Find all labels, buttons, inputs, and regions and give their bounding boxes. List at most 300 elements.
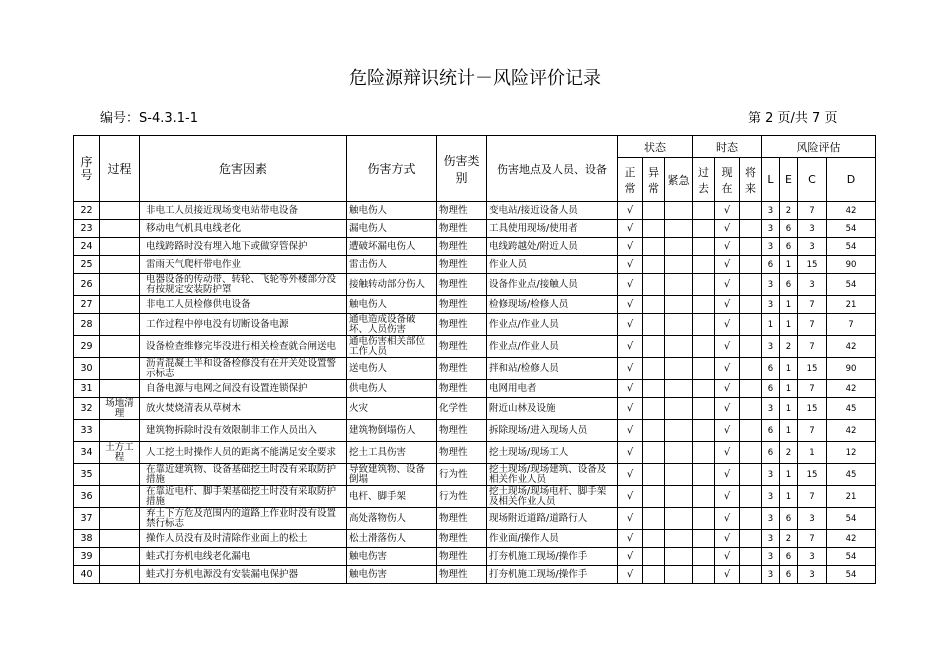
row-state-abnormal bbox=[643, 380, 665, 398]
row-number: 36 bbox=[74, 486, 100, 508]
row-number: 39 bbox=[74, 548, 100, 566]
row-C: 7 bbox=[798, 420, 827, 442]
row-number: 28 bbox=[74, 314, 100, 336]
row-D: 45 bbox=[827, 398, 876, 420]
row-tense-past bbox=[693, 380, 715, 398]
row-D: 42 bbox=[827, 336, 876, 358]
row-hazard: 操作人员没有及时清除作业面上的松土 bbox=[140, 530, 347, 548]
row-C: 7 bbox=[798, 336, 827, 358]
row-D: 45 bbox=[827, 464, 876, 486]
risk-assessment-table bbox=[73, 135, 876, 584]
row-injury: 高处落物伤人 bbox=[347, 508, 437, 530]
row-L: 6 bbox=[762, 256, 780, 274]
row-D: 42 bbox=[827, 530, 876, 548]
row-category: 物理性 bbox=[437, 548, 487, 566]
row-tense-present: √ bbox=[715, 442, 740, 464]
row-location: 检修现场/检修人员 bbox=[487, 296, 618, 314]
row-state-emergency bbox=[665, 398, 693, 420]
table-row bbox=[74, 274, 876, 296]
row-injury: 电杆、脚手架 bbox=[347, 486, 437, 508]
header-process: 过程 bbox=[100, 136, 140, 202]
row-state-normal: √ bbox=[618, 358, 643, 380]
row-L: 3 bbox=[762, 274, 780, 296]
row-location: 作业人员 bbox=[487, 256, 618, 274]
row-injury: 导致建筑物、设备倒塌 bbox=[347, 464, 437, 486]
row-location: 设备作业点/接触人员 bbox=[487, 274, 618, 296]
row-E: 2 bbox=[780, 202, 798, 220]
row-C: 3 bbox=[798, 274, 827, 296]
row-tense-past bbox=[693, 358, 715, 380]
row-process bbox=[100, 256, 140, 274]
row-hazard: 人工挖土时操作人员的距离不能满足安全要求 bbox=[140, 442, 347, 464]
row-location: 电网用电者 bbox=[487, 380, 618, 398]
row-tense-future bbox=[740, 296, 762, 314]
row-tense-present: √ bbox=[715, 358, 740, 380]
row-process: 土方工程 bbox=[100, 442, 140, 464]
row-hazard: 移动电气机具电线老化 bbox=[140, 220, 347, 238]
row-D: 54 bbox=[827, 548, 876, 566]
row-hazard: 沥青混凝土半和设备检修没有在开关处设置警示标志 bbox=[140, 358, 347, 380]
header-category: 伤害类别 bbox=[437, 136, 487, 202]
row-tense-present: √ bbox=[715, 566, 740, 584]
row-state-abnormal bbox=[643, 420, 665, 442]
row-state-normal: √ bbox=[618, 442, 643, 464]
row-state-emergency bbox=[665, 358, 693, 380]
row-category: 物理性 bbox=[437, 530, 487, 548]
row-injury: 建筑物倒塌伤人 bbox=[347, 420, 437, 442]
row-state-emergency bbox=[665, 530, 693, 548]
row-number: 35 bbox=[74, 464, 100, 486]
row-tense-past bbox=[693, 256, 715, 274]
row-process bbox=[100, 380, 140, 398]
row-E: 6 bbox=[780, 220, 798, 238]
row-D: 90 bbox=[827, 358, 876, 380]
row-process bbox=[100, 220, 140, 238]
table-row bbox=[74, 296, 876, 314]
row-tense-present: √ bbox=[715, 398, 740, 420]
row-injury: 触电伤害 bbox=[347, 566, 437, 584]
row-tense-future bbox=[740, 274, 762, 296]
row-state-normal: √ bbox=[618, 256, 643, 274]
row-number: 27 bbox=[74, 296, 100, 314]
row-tense-past bbox=[693, 202, 715, 220]
row-location: 变电站/接近设备人员 bbox=[487, 202, 618, 220]
row-process bbox=[100, 336, 140, 358]
header-E: E bbox=[780, 158, 798, 202]
row-process bbox=[100, 420, 140, 442]
row-category: 物理性 bbox=[437, 420, 487, 442]
row-D: 12 bbox=[827, 442, 876, 464]
table-body bbox=[74, 202, 876, 584]
row-injury: 送电伤人 bbox=[347, 358, 437, 380]
row-tense-past bbox=[693, 566, 715, 584]
row-hazard: 非电工人员检修供电设备 bbox=[140, 296, 347, 314]
row-injury: 供电伤人 bbox=[347, 380, 437, 398]
row-number: 30 bbox=[74, 358, 100, 380]
row-location: 挖土现场/现场建筑、设备及相关作业人员 bbox=[487, 464, 618, 486]
row-category: 化学性 bbox=[437, 398, 487, 420]
header-state-emergency: 紧急 bbox=[665, 158, 693, 202]
row-E: 6 bbox=[780, 274, 798, 296]
row-L: 3 bbox=[762, 486, 780, 508]
row-tense-past bbox=[693, 274, 715, 296]
row-L: 6 bbox=[762, 442, 780, 464]
row-state-abnormal bbox=[643, 336, 665, 358]
header-C: C bbox=[798, 158, 827, 202]
row-state-normal: √ bbox=[618, 566, 643, 584]
row-category: 行为性 bbox=[437, 486, 487, 508]
table-row bbox=[74, 420, 876, 442]
row-hazard: 电线跨路时没有埋入地下或做穿管保护 bbox=[140, 238, 347, 256]
table-row bbox=[74, 566, 876, 584]
row-D: 42 bbox=[827, 420, 876, 442]
table-header bbox=[74, 136, 876, 202]
row-injury: 火灾 bbox=[347, 398, 437, 420]
row-state-abnormal bbox=[643, 202, 665, 220]
header-state-normal: 正常 bbox=[618, 158, 643, 202]
row-tense-past bbox=[693, 530, 715, 548]
row-L: 3 bbox=[762, 202, 780, 220]
row-state-normal: √ bbox=[618, 548, 643, 566]
row-tense-present: √ bbox=[715, 420, 740, 442]
row-hazard: 建筑物拆除时没有效限制非工作人员出入 bbox=[140, 420, 347, 442]
row-number: 34 bbox=[74, 442, 100, 464]
row-injury: 漏电伤人 bbox=[347, 220, 437, 238]
row-process bbox=[100, 464, 140, 486]
row-C: 3 bbox=[798, 566, 827, 584]
row-injury: 挖土工具伤害 bbox=[347, 442, 437, 464]
row-state-emergency bbox=[665, 380, 693, 398]
row-C: 15 bbox=[798, 256, 827, 274]
table-row bbox=[74, 256, 876, 274]
row-injury: 触电伤人 bbox=[347, 202, 437, 220]
row-tense-future bbox=[740, 220, 762, 238]
row-D: 54 bbox=[827, 220, 876, 238]
row-E: 1 bbox=[780, 486, 798, 508]
row-state-abnormal bbox=[643, 442, 665, 464]
row-category: 物理性 bbox=[437, 336, 487, 358]
row-process bbox=[100, 314, 140, 336]
row-state-abnormal bbox=[643, 486, 665, 508]
row-E: 6 bbox=[780, 238, 798, 256]
row-hazard: 工作过程中停电没有切断设备电源 bbox=[140, 314, 347, 336]
row-number: 24 bbox=[74, 238, 100, 256]
table-row bbox=[74, 464, 876, 486]
header-tense-future: 将来 bbox=[740, 158, 762, 202]
row-hazard: 弃土下方危及范围内的道路上作业时没有设置禁行标志 bbox=[140, 508, 347, 530]
row-state-abnormal bbox=[643, 256, 665, 274]
row-C: 7 bbox=[798, 530, 827, 548]
row-tense-present: √ bbox=[715, 274, 740, 296]
table-row bbox=[74, 314, 876, 336]
row-E: 2 bbox=[780, 336, 798, 358]
row-process bbox=[100, 296, 140, 314]
row-location: 作业面/操作人员 bbox=[487, 530, 618, 548]
row-tense-future bbox=[740, 420, 762, 442]
row-E: 1 bbox=[780, 296, 798, 314]
row-tense-past bbox=[693, 220, 715, 238]
row-state-emergency bbox=[665, 274, 693, 296]
row-tense-past bbox=[693, 442, 715, 464]
header-tense-present: 现在 bbox=[715, 158, 740, 202]
row-tense-future bbox=[740, 398, 762, 420]
row-tense-present: √ bbox=[715, 486, 740, 508]
row-C: 15 bbox=[798, 358, 827, 380]
table-row bbox=[74, 358, 876, 380]
row-state-abnormal bbox=[643, 530, 665, 548]
row-state-abnormal bbox=[643, 398, 665, 420]
row-hazard: 非电工人员接近现场变电站带电设备 bbox=[140, 202, 347, 220]
table-row bbox=[74, 442, 876, 464]
row-state-abnormal bbox=[643, 358, 665, 380]
row-number: 25 bbox=[74, 256, 100, 274]
row-tense-present: √ bbox=[715, 238, 740, 256]
table-row bbox=[74, 486, 876, 508]
row-number: 32 bbox=[74, 398, 100, 420]
row-L: 3 bbox=[762, 508, 780, 530]
row-tense-past bbox=[693, 296, 715, 314]
row-tense-present: √ bbox=[715, 530, 740, 548]
row-L: 3 bbox=[762, 530, 780, 548]
row-state-normal: √ bbox=[618, 398, 643, 420]
row-tense-present: √ bbox=[715, 202, 740, 220]
row-injury: 通电造成设备破坏、人员伤害 bbox=[347, 314, 437, 336]
row-location: 打夯机施工现场/操作手 bbox=[487, 548, 618, 566]
header-risk: 风险评估 bbox=[762, 136, 876, 158]
row-tense-future bbox=[740, 256, 762, 274]
row-D: 54 bbox=[827, 238, 876, 256]
header-location: 伤害地点及人员、设备 bbox=[487, 136, 618, 202]
row-category: 物理性 bbox=[437, 442, 487, 464]
row-tense-present: √ bbox=[715, 508, 740, 530]
row-state-normal: √ bbox=[618, 486, 643, 508]
row-L: 6 bbox=[762, 358, 780, 380]
row-state-emergency bbox=[665, 256, 693, 274]
row-tense-future bbox=[740, 336, 762, 358]
row-state-abnormal bbox=[643, 274, 665, 296]
row-C: 7 bbox=[798, 202, 827, 220]
row-tense-past bbox=[693, 336, 715, 358]
row-C: 3 bbox=[798, 238, 827, 256]
row-E: 6 bbox=[780, 508, 798, 530]
row-location: 拌和站/检修人员 bbox=[487, 358, 618, 380]
row-state-abnormal bbox=[643, 220, 665, 238]
row-injury: 遭破坏漏电伤人 bbox=[347, 238, 437, 256]
row-category: 物理性 bbox=[437, 358, 487, 380]
row-hazard: 蛙式打夯机电线老化漏电 bbox=[140, 548, 347, 566]
row-tense-future bbox=[740, 508, 762, 530]
table-row bbox=[74, 336, 876, 358]
row-tense-past bbox=[693, 420, 715, 442]
row-injury: 松土滑落伤人 bbox=[347, 530, 437, 548]
row-number: 31 bbox=[74, 380, 100, 398]
row-hazard: 雷雨天气爬杆带电作业 bbox=[140, 256, 347, 274]
row-location: 工具使用现场/使用者 bbox=[487, 220, 618, 238]
row-tense-present: √ bbox=[715, 548, 740, 566]
page-number: 第 2 页/共 7 页 bbox=[748, 111, 838, 126]
row-number: 23 bbox=[74, 220, 100, 238]
row-tense-present: √ bbox=[715, 464, 740, 486]
row-E: 1 bbox=[780, 464, 798, 486]
row-D: 21 bbox=[827, 296, 876, 314]
row-C: 1 bbox=[798, 442, 827, 464]
row-state-normal: √ bbox=[618, 314, 643, 336]
header-seq: 序号 bbox=[74, 136, 100, 202]
row-number: 37 bbox=[74, 508, 100, 530]
row-state-abnormal bbox=[643, 464, 665, 486]
row-E: 1 bbox=[780, 256, 798, 274]
row-D: 42 bbox=[827, 380, 876, 398]
row-injury: 触电伤害 bbox=[347, 548, 437, 566]
row-state-normal: √ bbox=[618, 380, 643, 398]
row-state-normal: √ bbox=[618, 508, 643, 530]
header-tense-past: 过去 bbox=[693, 158, 715, 202]
row-process bbox=[100, 202, 140, 220]
row-L: 3 bbox=[762, 336, 780, 358]
row-category: 行为性 bbox=[437, 464, 487, 486]
row-location: 电线跨越处/附近人员 bbox=[487, 238, 618, 256]
row-category: 物理性 bbox=[437, 296, 487, 314]
row-C: 7 bbox=[798, 296, 827, 314]
row-category: 物理性 bbox=[437, 202, 487, 220]
header-D: D bbox=[827, 158, 876, 202]
row-C: 3 bbox=[798, 220, 827, 238]
row-tense-present: √ bbox=[715, 336, 740, 358]
row-location: 作业点/作业人员 bbox=[487, 336, 618, 358]
row-E: 1 bbox=[780, 358, 798, 380]
row-location: 附近山林及设施 bbox=[487, 398, 618, 420]
row-E: 6 bbox=[780, 566, 798, 584]
row-state-normal: √ bbox=[618, 336, 643, 358]
row-tense-future bbox=[740, 380, 762, 398]
row-hazard: 电器设备的传动带、转轮、飞轮等外楼部分没有按规定安装防护罩 bbox=[140, 274, 347, 296]
row-tense-future bbox=[740, 486, 762, 508]
row-category: 物理性 bbox=[437, 256, 487, 274]
row-category: 物理性 bbox=[437, 274, 487, 296]
row-hazard: 放火焚烧清表从草树木 bbox=[140, 398, 347, 420]
row-tense-future bbox=[740, 530, 762, 548]
row-category: 物理性 bbox=[437, 220, 487, 238]
row-location: 作业点/作业人员 bbox=[487, 314, 618, 336]
row-category: 物理性 bbox=[437, 508, 487, 530]
row-tense-past bbox=[693, 486, 715, 508]
row-D: 90 bbox=[827, 256, 876, 274]
row-L: 1 bbox=[762, 314, 780, 336]
row-C: 15 bbox=[798, 398, 827, 420]
row-injury: 通电伤害相关部位工作人员 bbox=[347, 336, 437, 358]
row-process bbox=[100, 358, 140, 380]
row-process bbox=[100, 508, 140, 530]
row-tense-present: √ bbox=[715, 380, 740, 398]
row-tense-past bbox=[693, 464, 715, 486]
row-tense-future bbox=[740, 442, 762, 464]
row-state-emergency bbox=[665, 238, 693, 256]
row-state-normal: √ bbox=[618, 464, 643, 486]
row-state-emergency bbox=[665, 296, 693, 314]
table-row bbox=[74, 548, 876, 566]
row-L: 6 bbox=[762, 380, 780, 398]
row-number: 40 bbox=[74, 566, 100, 584]
row-tense-future bbox=[740, 548, 762, 566]
row-C: 7 bbox=[798, 486, 827, 508]
row-location: 挖土现场/现场工人 bbox=[487, 442, 618, 464]
row-tense-future bbox=[740, 464, 762, 486]
header-L: L bbox=[762, 158, 780, 202]
row-number: 38 bbox=[74, 530, 100, 548]
row-tense-future bbox=[740, 314, 762, 336]
row-state-emergency bbox=[665, 486, 693, 508]
row-tense-present: √ bbox=[715, 220, 740, 238]
header-state-abnormal: 异常 bbox=[643, 158, 665, 202]
row-state-emergency bbox=[665, 464, 693, 486]
row-C: 7 bbox=[798, 380, 827, 398]
row-tense-past bbox=[693, 508, 715, 530]
row-tense-past bbox=[693, 548, 715, 566]
header-tense: 时态 bbox=[693, 136, 762, 158]
row-state-emergency bbox=[665, 442, 693, 464]
row-D: 54 bbox=[827, 274, 876, 296]
row-tense-past bbox=[693, 398, 715, 420]
row-D: 54 bbox=[827, 508, 876, 530]
row-state-normal: √ bbox=[618, 238, 643, 256]
row-L: 3 bbox=[762, 464, 780, 486]
row-state-emergency bbox=[665, 220, 693, 238]
row-E: 1 bbox=[780, 380, 798, 398]
row-state-abnormal bbox=[643, 566, 665, 584]
row-injury: 接触转动部分伤人 bbox=[347, 274, 437, 296]
row-tense-past bbox=[693, 238, 715, 256]
row-state-emergency bbox=[665, 420, 693, 442]
row-injury: 雷击伤人 bbox=[347, 256, 437, 274]
row-process bbox=[100, 238, 140, 256]
row-L: 3 bbox=[762, 548, 780, 566]
row-state-normal: √ bbox=[618, 274, 643, 296]
table-row bbox=[74, 220, 876, 238]
row-number: 22 bbox=[74, 202, 100, 220]
row-process bbox=[100, 274, 140, 296]
table-row bbox=[74, 202, 876, 220]
row-E: 2 bbox=[780, 442, 798, 464]
row-tense-past bbox=[693, 314, 715, 336]
table-row bbox=[74, 398, 876, 420]
row-C: 3 bbox=[798, 508, 827, 530]
row-L: 3 bbox=[762, 398, 780, 420]
row-E: 1 bbox=[780, 314, 798, 336]
row-state-normal: √ bbox=[618, 530, 643, 548]
row-hazard: 设备检查维修完毕没进行相关检查就合闸送电 bbox=[140, 336, 347, 358]
row-C: 7 bbox=[798, 314, 827, 336]
row-tense-future bbox=[740, 202, 762, 220]
row-state-emergency bbox=[665, 508, 693, 530]
row-L: 6 bbox=[762, 420, 780, 442]
row-state-normal: √ bbox=[618, 202, 643, 220]
row-C: 3 bbox=[798, 548, 827, 566]
row-state-abnormal bbox=[643, 296, 665, 314]
document-number: 编号：S-4.3.1-1 bbox=[100, 111, 198, 126]
row-category: 物理性 bbox=[437, 566, 487, 584]
row-location: 打夯机施工现场/操作手 bbox=[487, 566, 618, 584]
row-state-emergency bbox=[665, 202, 693, 220]
row-process bbox=[100, 548, 140, 566]
row-state-abnormal bbox=[643, 508, 665, 530]
row-D: 42 bbox=[827, 202, 876, 220]
table-row bbox=[74, 380, 876, 398]
table-row bbox=[74, 238, 876, 256]
row-state-abnormal bbox=[643, 314, 665, 336]
row-category: 物理性 bbox=[437, 238, 487, 256]
row-hazard: 蛙式打夯机电源没有安装漏电保护器 bbox=[140, 566, 347, 584]
row-number: 26 bbox=[74, 274, 100, 296]
